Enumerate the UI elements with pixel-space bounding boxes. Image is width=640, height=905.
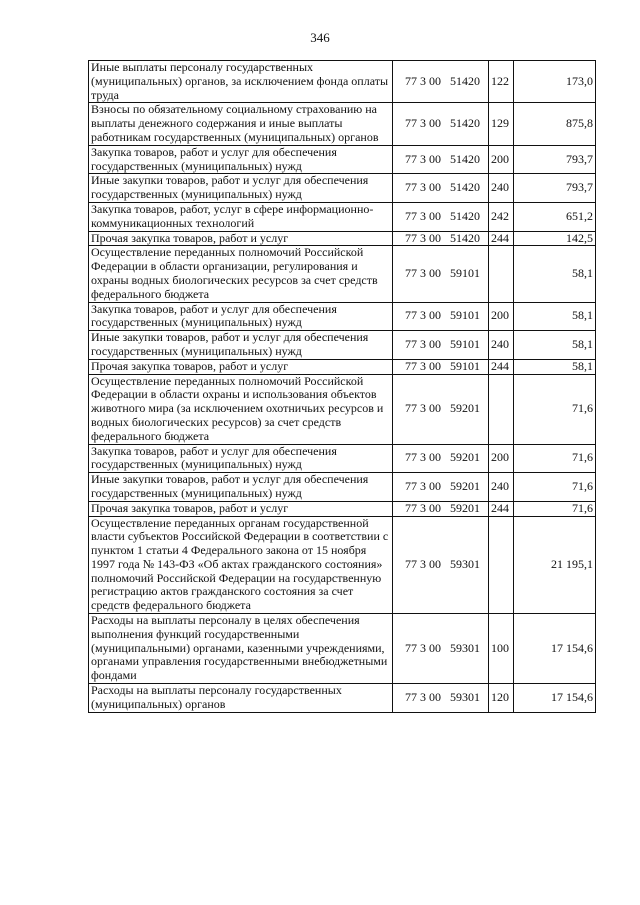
expense-type-code: 240	[489, 331, 514, 360]
row-amount: 17 154,6	[514, 614, 596, 684]
table-row	[89, 359, 596, 374]
program-code: 77 3 00	[405, 401, 441, 416]
row-code	[395, 402, 486, 416]
row-amount: 71,6	[514, 501, 596, 516]
row-code-cell	[393, 614, 489, 684]
expense-type-code: 122	[489, 61, 514, 103]
row-description: Иные закупки товаров, работ и услуг для обеспечения государственных (муниципальных) нужд	[89, 174, 393, 203]
row-description: Закупка товаров, работ и услуг для обеспечения государственных (муниципальных) нужд	[89, 302, 393, 331]
direction-code: 51420	[450, 151, 480, 166]
row-amount: 71,6	[514, 374, 596, 444]
row-description: Прочая закупка товаров, работ и услуг	[89, 501, 393, 516]
program-code: 77 3 00	[405, 266, 441, 281]
row-description: Иные закупки товаров, работ и услуг для обеспечения государственных (муниципальных) нужд	[89, 473, 393, 502]
budget-table	[88, 60, 596, 713]
row-code-cell	[393, 231, 489, 246]
program-code: 77 3 00	[405, 337, 441, 352]
row-code-cell	[393, 444, 489, 473]
row-description: Прочая закупка товаров, работ и услуг	[89, 359, 393, 374]
row-description: Закупка товаров, работ, услуг в сфере информационно-коммуникационных технологий	[89, 202, 393, 231]
expense-type-code: 120	[489, 684, 514, 713]
program-code: 77 3 00	[405, 556, 441, 571]
expense-type-code	[489, 516, 514, 614]
expense-type-code: 200	[489, 444, 514, 473]
row-amount: 173,0	[514, 61, 596, 103]
table-row	[89, 684, 596, 713]
program-code: 77 3 00	[405, 358, 441, 373]
row-code-cell	[393, 202, 489, 231]
table-row	[89, 202, 596, 231]
expense-type-code: 244	[489, 501, 514, 516]
row-code-cell	[393, 374, 489, 444]
row-code-cell	[393, 473, 489, 502]
row-code-cell	[393, 359, 489, 374]
row-code-cell	[393, 145, 489, 174]
row-code-cell	[393, 174, 489, 203]
row-amount: 875,8	[514, 103, 596, 145]
table-row	[89, 246, 596, 302]
row-code-cell	[393, 246, 489, 302]
expense-type-code: 244	[489, 231, 514, 246]
row-amount: 651,2	[514, 202, 596, 231]
row-description: Иные закупки товаров, работ и услуг для обеспечения государственных (муниципальных) нужд	[89, 331, 393, 360]
table-row	[89, 516, 596, 614]
table-row	[89, 614, 596, 684]
direction-code: 59301	[450, 556, 480, 571]
row-description: Иные выплаты персоналу государственных (муниципальных) органов, за исключением фонда оплаты труда	[89, 61, 393, 103]
row-code	[395, 360, 486, 374]
direction-code: 51420	[450, 208, 480, 223]
direction-code: 59301	[450, 640, 480, 655]
row-code	[395, 338, 486, 352]
row-amount: 58,1	[514, 246, 596, 302]
table-row	[89, 444, 596, 473]
expense-type-code: 100	[489, 614, 514, 684]
budget-table-body	[89, 61, 596, 713]
row-code	[395, 210, 486, 224]
row-code-cell	[393, 61, 489, 103]
row-code-cell	[393, 516, 489, 614]
direction-code: 59201	[450, 479, 480, 493]
direction-code: 59201	[450, 401, 480, 416]
row-description: Осуществление переданных полномочий Российской Федерации в области организации, регулирования и охраны водных биологических ресурсов за счет средств федерального бюджета	[89, 246, 393, 302]
row-code	[395, 691, 486, 705]
row-code-cell	[393, 331, 489, 360]
row-description: Прочая закупка товаров, работ и услуг	[89, 231, 393, 246]
expense-type-code	[489, 374, 514, 444]
program-code: 77 3 00	[405, 116, 441, 131]
expense-type-code: 129	[489, 103, 514, 145]
row-description: Закупка товаров, работ и услуг для обеспечения государственных (муниципальных) нужд	[89, 145, 393, 174]
program-code: 77 3 00	[405, 151, 441, 166]
expense-type-code: 244	[489, 359, 514, 374]
row-code	[395, 181, 486, 195]
direction-code: 51420	[450, 73, 480, 88]
direction-code: 51420	[450, 116, 480, 131]
table-row	[89, 331, 596, 360]
direction-code: 59201	[450, 500, 480, 515]
direction-code: 59301	[450, 689, 480, 704]
table-row	[89, 473, 596, 502]
row-amount: 21 195,1	[514, 516, 596, 614]
expense-type-code: 240	[489, 473, 514, 502]
direction-code: 51420	[450, 180, 480, 195]
row-code	[395, 642, 486, 656]
expense-type-code: 200	[489, 145, 514, 174]
row-code	[395, 558, 486, 572]
row-code	[395, 153, 486, 167]
row-description: Закупка товаров, работ и услуг для обеспечения государственных (муниципальных) нужд	[89, 444, 393, 473]
table-row	[89, 501, 596, 516]
row-code	[395, 117, 486, 131]
table-row	[89, 103, 596, 145]
program-code: 77 3 00	[405, 689, 441, 704]
table-row	[89, 174, 596, 203]
direction-code: 59201	[450, 450, 480, 465]
row-code-cell	[393, 302, 489, 331]
expense-type-code: 240	[489, 174, 514, 203]
row-description: Осуществление переданных полномочий Российской Федерации в области охраны и использования объектов животного мира (за исключением охотничьих ресурсов и водных биологических ресурсов) за счет средств федерального бюджета	[89, 374, 393, 444]
row-description: Осуществление переданных органам государственной власти субъектов Российской Федерации в соответствии с пунктом 1 статьи 4 Федерального закона от 15 ноября 1997 года № 143-ФЗ «Об актах гражданского состояния» полномочий Российской Федерации на государственную регистрацию актов гражданского состояния за счет средств федерального бюджета	[89, 516, 393, 614]
page-number: 346	[310, 30, 330, 45]
row-code	[395, 267, 486, 281]
expense-type-code: 242	[489, 202, 514, 231]
program-code: 77 3 00	[405, 450, 441, 465]
expense-type-code: 200	[489, 302, 514, 331]
table-row	[89, 374, 596, 444]
table-row	[89, 61, 596, 103]
expense-type-code	[489, 246, 514, 302]
row-description: Расходы на выплаты персоналу государственных (муниципальных) органов	[89, 684, 393, 713]
row-code	[395, 232, 486, 246]
row-code	[395, 480, 486, 494]
row-code	[395, 502, 486, 516]
row-amount: 58,1	[514, 302, 596, 331]
program-code: 77 3 00	[405, 308, 441, 323]
row-amount: 793,7	[514, 174, 596, 203]
row-description: Расходы на выплаты персоналу в целях обеспечения выполнения функций государственными (муниципальными) органами, казенными учреждениями, органами управления государственными внебюджетными фондами	[89, 614, 393, 684]
row-code-cell	[393, 684, 489, 713]
table-row	[89, 302, 596, 331]
row-amount: 71,6	[514, 444, 596, 473]
direction-code: 59101	[450, 308, 480, 323]
row-amount: 71,6	[514, 473, 596, 502]
program-code: 77 3 00	[405, 500, 441, 515]
program-code: 77 3 00	[405, 640, 441, 655]
row-code-cell	[393, 501, 489, 516]
row-amount: 142,5	[514, 231, 596, 246]
program-code: 77 3 00	[405, 180, 441, 195]
program-code: 77 3 00	[405, 73, 441, 88]
row-code	[395, 309, 486, 323]
row-amount: 17 154,6	[514, 684, 596, 713]
direction-code: 59101	[450, 266, 480, 281]
program-code: 77 3 00	[405, 230, 441, 245]
program-code: 77 3 00	[405, 208, 441, 223]
direction-code: 59101	[450, 358, 480, 373]
row-code	[395, 451, 486, 465]
row-code-cell	[393, 103, 489, 145]
row-amount: 58,1	[514, 359, 596, 374]
program-code: 77 3 00	[405, 479, 441, 493]
row-amount: 793,7	[514, 145, 596, 174]
table-row	[89, 145, 596, 174]
direction-code: 51420	[450, 230, 480, 245]
table-row	[89, 231, 596, 246]
row-code	[395, 75, 486, 89]
row-description: Взносы по обязательному социальному страхованию на выплаты денежного содержания и иные выплаты работникам государственных (муниципальных) органов	[89, 103, 393, 145]
direction-code: 59101	[450, 337, 480, 352]
row-amount: 58,1	[514, 331, 596, 360]
